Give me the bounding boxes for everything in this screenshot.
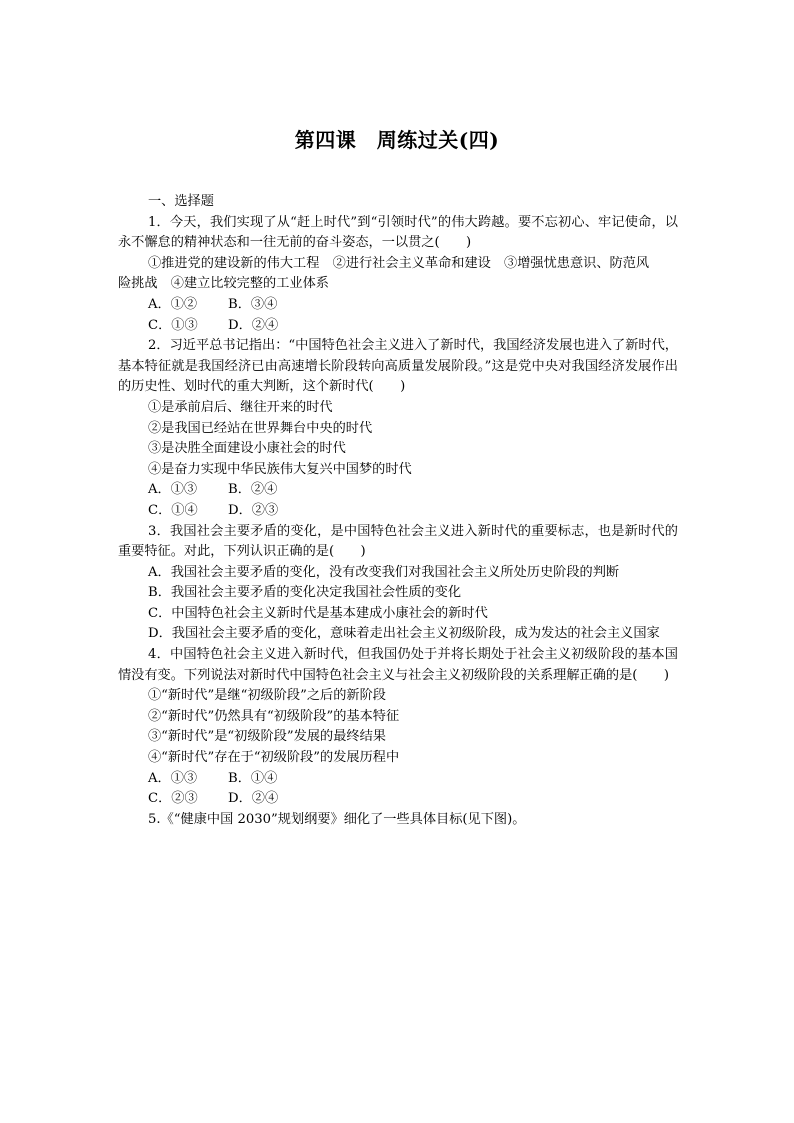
question-4-option-a: A．①③ <box>148 770 198 786</box>
question-1-option-a: A．①② <box>148 296 198 312</box>
question-1-items-line-1: ①推进党的建设新的伟大工程 ②进行社会主义革命和建设 ③增强忧患意识、防范风 <box>148 255 650 271</box>
question-4-options-row-1 <box>118 769 678 790</box>
question-1-option-d: D．②④ <box>228 317 279 333</box>
question-content <box>118 192 678 830</box>
question-3-option-d: D．我国社会主要矛盾的变化，意味着走出社会主义初级阶段，成为发达的社会主义国家 <box>148 626 660 642</box>
question-2-options-row-2 <box>118 501 678 522</box>
question-2-item-2: ②是我国已经站在世界舞台中央的时代 <box>148 420 373 436</box>
question-2-stem: 2．习近平总书记指出：“中国特色社会主义进入了新时代，我国经济发展也进入了新时代，基本特征就是我国经济已由高速增长阶段转向高质量发展阶段。”这是党中央对我国经济发展作出的历史性、划时代的重大判断，这个新时代( ) <box>118 338 678 395</box>
question-3-stem: 3．我国社会主要矛盾的变化，是中国特色社会主义进入新时代的重要标志，也是新时代的重要特征。对此，下列认识正确的是( ) <box>118 523 678 560</box>
question-3-option-a: A．我国社会主要矛盾的变化，没有改变我们对我国社会主义所处历史阶段的判断 <box>148 564 620 580</box>
question-5-stem: 5.《“健康中国 2030”规划纲要》细化了一些具体目标(见下图)。 <box>148 811 526 827</box>
question-1-options-row-2 <box>118 316 678 337</box>
question-4-option-b: B．①④ <box>228 770 278 786</box>
question-1-options-row-1 <box>118 295 678 316</box>
page-title: 第四课 周练过关(四) <box>294 128 500 152</box>
section-heading: 一、选择题 <box>148 194 214 209</box>
question-3-option-b: B．我国社会主要矛盾的变化决定我国社会性质的变化 <box>148 585 462 601</box>
question-3-option-c: C．中国特色社会主义新时代是基本建成小康社会的新时代 <box>148 605 488 621</box>
question-2-item-4: ④是奋力实现中华民族伟大复兴中国梦的时代 <box>148 461 412 477</box>
question-2-options-row-1 <box>118 480 678 501</box>
question-4-option-d: D．②④ <box>228 791 279 807</box>
question-1-stem: 1．今天，我们实现了从“赶上时代”到“引领时代”的伟大跨越。要不忘初心、牢记使命，以永不懈怠的精神状态和一往无前的奋斗姿态，一以贯之( ) <box>118 214 678 251</box>
question-4-item-2: ②“新时代”仍然具有“初级阶段”的基本特征 <box>148 708 400 724</box>
question-1-option-c: C．①③ <box>148 317 198 333</box>
question-1-option-b: B．③④ <box>228 296 278 312</box>
question-2-option-a: A．①③ <box>148 482 198 498</box>
question-4-options-row-2 <box>118 789 678 810</box>
question-4-stem: 4．中国特色社会主义进入新时代，但我国仍处于并将长期处于社会主义初级阶段的基本国情没有变。下列说法对新时代中国特色社会主义与社会主义初级阶段的关系理解正确的是( ) <box>118 647 678 683</box>
question-4-item-4: ④“新时代”存在于“初级阶段”的发展历程中 <box>148 750 400 766</box>
question-1-items-line-2: 险挑战 ④建立比较完整的工业体系 <box>118 276 329 292</box>
question-2-option-c: C．①④ <box>148 502 198 518</box>
question-2-item-3: ③是决胜全面建设小康社会的时代 <box>148 441 346 457</box>
question-4-item-3: ③“新时代”是“初级阶段”发展的最终结果 <box>148 729 386 745</box>
question-2-option-b: B．②④ <box>228 482 278 498</box>
question-4-item-1: ①“新时代”是继“初级阶段”之后的新阶段 <box>148 688 386 704</box>
question-2-option-d: D．②③ <box>228 502 279 518</box>
question-2-item-1: ①是承前启后、继往开来的时代 <box>148 399 333 415</box>
question-4-option-c: C．②③ <box>148 791 198 807</box>
